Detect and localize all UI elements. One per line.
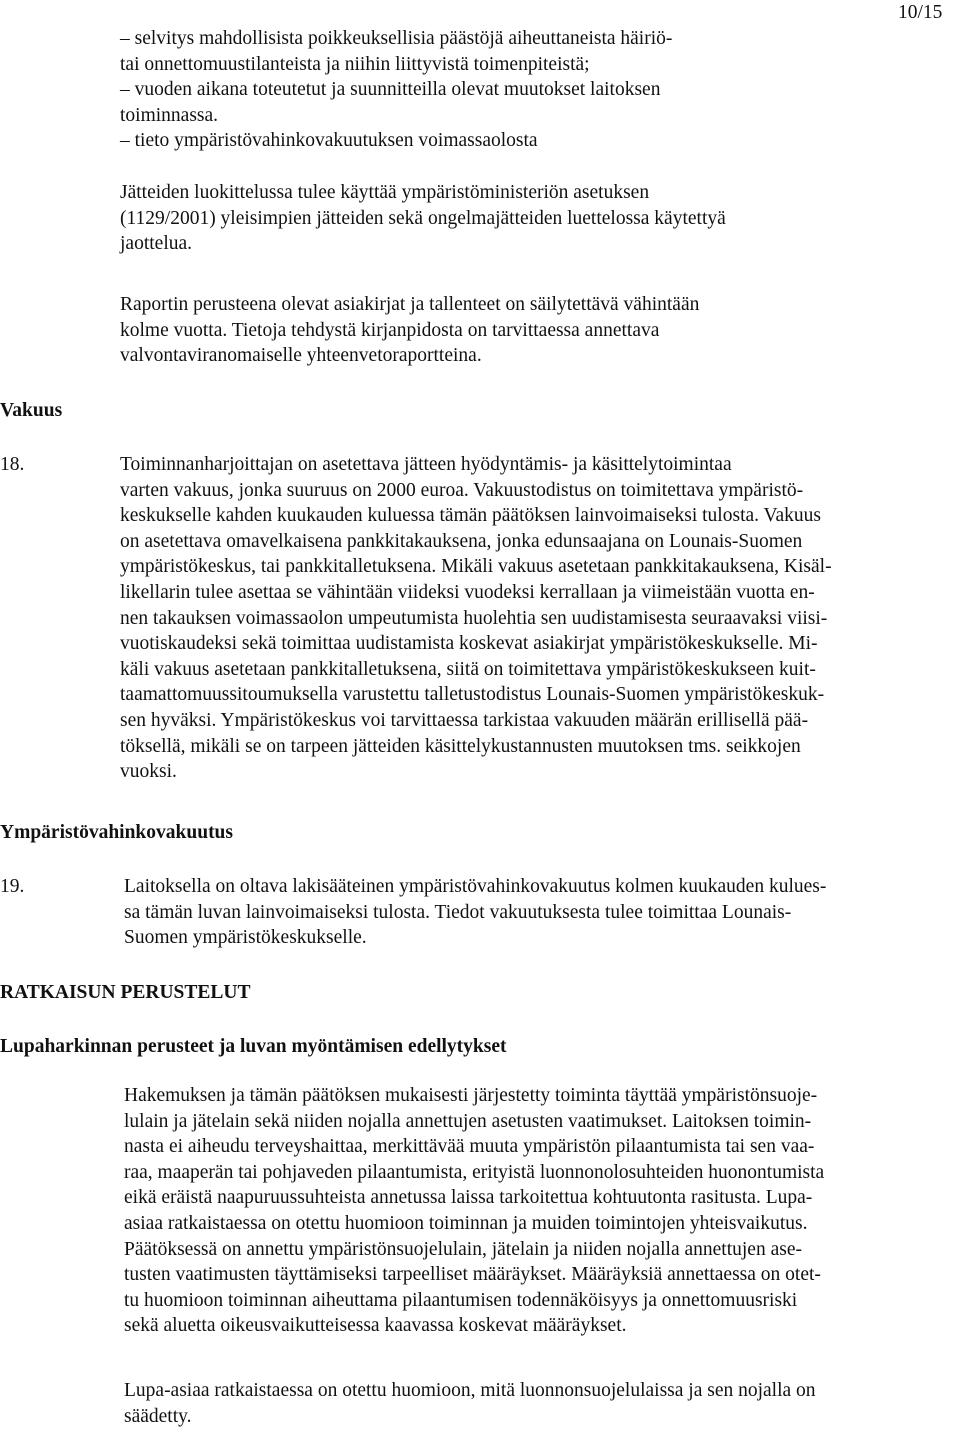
list-item [120,77,672,103]
paragraph-line: Toiminnanharjoittajan on asetettava jätteen hyödyntämis- ja käsittelytoimintaa [120,454,732,475]
paragraph-line: Hakemuksen ja tämän päätöksen mukaisesti järjestetty toiminta täyttää ympäristönsuoje- [124,1085,818,1106]
list-item-line: – vuoden aikana toteutetut ja suunnitteilla olevat muutokset laitoksen [120,79,661,101]
list-item-line: – tieto ympäristövahinkovakuutuksen voimassaolosta [120,130,538,152]
list-item-line: toiminnassa. [120,104,219,126]
paragraph-line: ympäristökeskus, tai pankkitalletuksena. Mikäli vakuus asetetaan pankkitakauksena, Kisäl- [120,556,832,578]
paragraph-line: vuotiskaudeksi sekä toimittaa uudistamista koskevat asiakirjat ympäristökeskukselle. Mi- [120,633,818,655]
section-heading-vakuus: Vakuus [0,400,63,421]
paragraph-line: valvontaviranomaiselle yhteenvetoraportteina. [120,345,482,367]
paragraph-nature-conservation [124,1378,816,1429]
paragraph-line: Laitoksella on oltava lakisääteinen ympäristövahinkovakuutus kolmen kuukauden kulues- [124,876,827,897]
paragraph-line: keskukselle kahden kuukauden kuluessa tämän päätöksen lainvoimaiseksi tulosta. Vakuus [120,505,821,527]
paragraph-report-storage [120,292,699,369]
paragraph-line: asiaa ratkaistaessa on otettu huomioon toiminnan ja muiden toimintojen yhteisvaikutus. [124,1212,808,1234]
item-18-text [120,452,832,785]
paragraph-line: raa, maaperän tai pohjaveden pilaantumista, erityistä luonnonolosuhteiden huonontumista [124,1161,825,1183]
paragraph-line: vuoksi. [120,761,177,783]
paragraph-line: jaottelua. [120,233,193,255]
paragraph-line: tusten vaatimusten täyttämiseksi tarpeelliset määräykset. Määräyksiä annettaessa on otet- [124,1264,821,1286]
paragraph-line: on asetettava omavelkaisena pankkitakauksena, jonka edunsaajana on Lounais-Suomen [120,530,803,552]
paragraph-line: Jätteiden luokittelussa tulee käyttää ympäristöministeriön asetuksen [120,182,650,203]
list-item [120,26,672,77]
paragraph-line: varten vakuus, jonka suuruus on 2000 euroa. Vakuustodistus on toimitettava ympäristö- [120,479,804,501]
item-number-19: 19. [0,876,25,897]
paragraph-line: töksellä, mikäli se on tarpeen jätteiden käsittelykustannusten muutoksen tms. seikkojen [120,735,801,757]
paragraph-line: sa tämän luvan lainvoimaiseksi tulosta. Tiedot vakuutuksesta tulee toimittaa Lounais- [124,901,792,923]
paragraph-line: Suomen ympäristökeskukselle. [124,927,367,949]
paragraph-line: sen hyväksi. Ympäristökeskus voi tarvittaessa tarkistaa vakuuden määrän erillisellä pää- [120,709,809,731]
paragraph-line: likellarin tulee asettaa se vähintään viideksi vuodeksi kerrallaan ja viimeistään vuotta en- [120,581,815,603]
paragraph-line: kolme vuotta. Tietoja tehdystä kirjanpidosta on tarvittaessa annettava [120,319,660,341]
paragraph-line: taamattomuussitoumuksella varustettu talletustodistus Lounais-Suomen ympäristökeskuk- [120,684,825,706]
paragraph-line: Lupa-asiaa ratkaistaessa on otettu huomioon, mitä luonnonsuojelulaissa ja sen nojalla on [124,1380,816,1401]
paragraph-permit-basis [124,1083,824,1339]
intro-list [120,26,672,154]
paragraph-line: nasta ei aiheudu terveyshaittaa, merkittävää muuta ympäristön pilaantumista tai sen vaa- [124,1136,815,1158]
subsection-heading-lupaharkinnan: Lupaharkinnan perusteet ja luvan myöntämisen edellytykset [0,1036,507,1057]
item-number-18: 18. [0,454,25,475]
dash-marker: – [120,28,130,49]
dash-marker: – [120,130,130,152]
list-item [120,103,672,129]
paragraph-line: Raportin perusteena olevat asiakirjat ja tallenteet on säilytettävä vähintään [120,294,700,315]
paragraph-line: sekä aluetta oikeusvaikutteisessa kaavassa koskevat määräykset. [124,1315,627,1337]
paragraph-line: säädetty. [124,1405,192,1427]
list-item [120,128,672,154]
page-number: 10/15 [898,2,943,23]
paragraph-line: Päätöksessä on annettu ympäristönsuojelulain, jätelain ja niiden nojalla annettujen ase- [124,1238,802,1260]
paragraph-line: käli vakuus asetetaan pankkitalletuksena, siitä on toimitettava ympäristökeskukseen kuit- [120,658,816,680]
list-item-line: – selvitys mahdollisista poikkeuksellisia päästöjä aiheuttaneista häiriö- [120,28,673,49]
paragraph-line: lulain ja jätelain sekä niiden nojalla annettujen asetusten vaatimukset. Laitoksen toimin- [124,1110,812,1132]
paragraph-line: eikä eräistä naapuruussuhteista annetussa laissa tarkoitettua kohtuutonta rasitusta. Lupa- [124,1187,813,1209]
paragraph-line: tu huomioon toiminnan aiheuttama pilaantumisen todennäköisyys ja onnettomuusriski [124,1289,798,1311]
item-19-text [124,874,826,951]
paragraph-waste-classification [120,180,726,257]
list-item-line: tai onnettomuustilanteista ja niihin liittyvistä toimenpiteistä; [120,53,590,75]
paragraph-line: nen takauksen voimassaolon umpeutumista huolehtia sen uudistamisesta seuraavaksi viisi- [120,607,828,629]
section-heading-insurance: Ympäristövahinkovakuutus [0,822,233,843]
dash-marker: – [120,79,130,101]
section-heading-ratkaisun-perustelut: RATKAISUN PERUSTELUT [0,982,251,1003]
paragraph-line: (1129/2001) yleisimpien jätteiden sekä ongelmajätteiden luettelossa käytettyä [120,207,726,229]
